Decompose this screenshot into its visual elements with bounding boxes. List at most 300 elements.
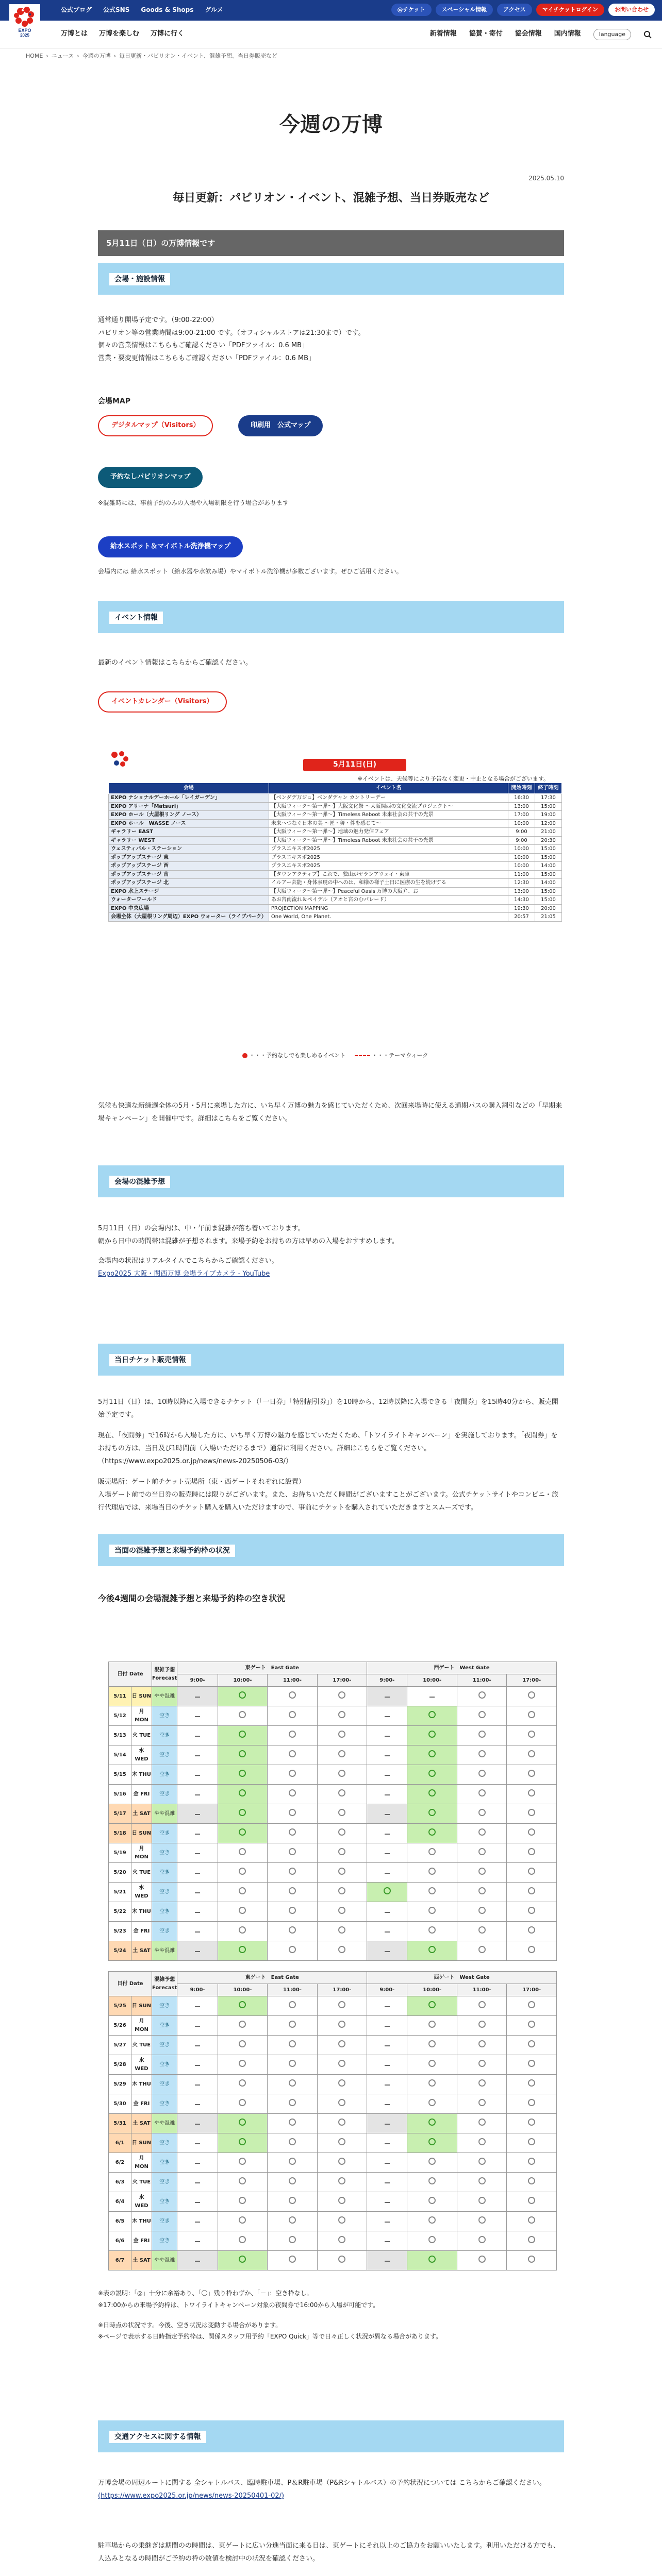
col-date: 日付 Date xyxy=(109,1662,152,1687)
slot-cell xyxy=(317,2192,367,2212)
available-icon xyxy=(478,2099,486,2106)
few-icon xyxy=(428,2119,436,2126)
schedule-start: 19:30 xyxy=(508,904,535,913)
top-right-links xyxy=(391,4,655,16)
available-icon xyxy=(428,1887,436,1894)
none-icon xyxy=(385,1912,390,1913)
slot-cell xyxy=(317,2212,367,2231)
schedule-row xyxy=(109,853,562,862)
breadcrumb-sep: › xyxy=(46,53,48,59)
congestion-level: やや混雑 xyxy=(152,1941,177,1961)
breadcrumb-weekly[interactable]: 今週の万博 xyxy=(82,53,111,59)
none-icon xyxy=(195,2222,200,2223)
congestion-row xyxy=(109,2055,557,2075)
slot-cell xyxy=(407,1996,457,2016)
contact-button[interactable]: お問い合わせ xyxy=(608,4,655,16)
none-icon xyxy=(195,2104,200,2105)
slot-cell xyxy=(317,1706,367,1726)
available-icon xyxy=(289,1691,296,1699)
congestion-table-1 xyxy=(108,1662,557,1961)
available-icon xyxy=(478,2119,486,2126)
slot-cell xyxy=(507,1706,557,1726)
congestion-header-row xyxy=(109,1972,557,1984)
available-icon xyxy=(338,1711,345,1718)
slot-cell xyxy=(367,2094,407,2114)
nav-item-news[interactable]: 新着情報 xyxy=(429,30,457,38)
schedule-venue: EXPO ホール（大屋根リング ノース） xyxy=(109,811,269,820)
congestion-weekday: 土 SAT xyxy=(131,2114,152,2133)
publish-date: 2025.05.10 xyxy=(528,175,564,182)
col-time-slot: 9:00- xyxy=(367,1674,407,1687)
forecast-heading xyxy=(98,1165,564,1197)
top-link-gourmet[interactable]: グルメ xyxy=(205,6,223,13)
congestion-date: 5/26 xyxy=(109,2016,131,2036)
schedule-venue: ポップアップステージ 東 xyxy=(109,853,269,862)
live-camera-link[interactable]: Expo2025 大阪・関西万博 会場ライブカメラ - YouTube xyxy=(98,1270,270,1278)
schedule-start: 10:00 xyxy=(508,819,535,828)
congestion-level: 空き xyxy=(152,1745,177,1765)
slot-cell xyxy=(507,2192,557,2212)
congestion-weekday: 木 THU xyxy=(131,1765,152,1785)
slot-cell xyxy=(457,2251,506,2270)
slot-cell xyxy=(268,2153,317,2173)
full-icon xyxy=(385,1697,390,1698)
slot-cell xyxy=(268,1922,317,1941)
none-icon xyxy=(195,1736,200,1737)
breadcrumb-home[interactable]: HOME xyxy=(26,53,43,59)
nav-secondary xyxy=(430,29,652,40)
access-link[interactable]: (https://www.expo2025.or.jp/news/news-20250401-02/) xyxy=(98,2492,285,2500)
slot-cell xyxy=(177,2094,218,2114)
schedule-venue: ウェスティバル・ステーション xyxy=(109,845,269,854)
water-spot-map-button[interactable]: 給水スポット＆マイボトル洗浄機マップ xyxy=(98,536,243,557)
slot-cell xyxy=(507,1804,557,1824)
slot-cell xyxy=(268,2016,317,2036)
available-icon xyxy=(239,1907,246,1914)
congestion-level: 空き xyxy=(152,2133,177,2153)
available-icon xyxy=(338,1887,345,1894)
event-calendar-button[interactable]: イベントカレンダー（Visitors） xyxy=(98,691,227,713)
slot-cell xyxy=(407,2016,457,2036)
available-icon xyxy=(478,1828,486,1836)
schedule-row xyxy=(109,794,562,803)
none-icon xyxy=(195,2006,200,2007)
slot-cell xyxy=(177,1726,218,1745)
none-icon xyxy=(195,2202,200,2203)
available-icon xyxy=(528,1946,535,1953)
available-icon xyxy=(478,1946,486,1953)
schedule-start: 10:00 xyxy=(508,853,535,862)
col-west-gate: 西ゲート West Gate xyxy=(367,1662,557,1674)
spacer xyxy=(98,1248,564,1255)
congestion-level: やや混雑 xyxy=(152,2251,177,2270)
access-line: 万博会場の周辺ルートに関する 全シャトルバス、臨時駐車場、P＆R駐車場（P&Rシャトルバス）の予約状況については こちらからご確認ください。 xyxy=(98,2479,546,2487)
few-icon xyxy=(428,1828,436,1836)
available-icon xyxy=(289,1848,296,1855)
slot-cell xyxy=(268,1843,317,1863)
expo-logo-icon[interactable] xyxy=(9,4,40,37)
congestion-level: 空き xyxy=(152,2094,177,2114)
congestion-date: 5/30 xyxy=(109,2094,131,2114)
slot-cell xyxy=(218,1745,267,1765)
schedule-end: 15:00 xyxy=(535,802,562,811)
full-icon xyxy=(195,1814,200,1815)
slot-cell xyxy=(268,2055,317,2075)
available-icon xyxy=(428,2177,436,2184)
congestion-level: 空き xyxy=(152,1922,177,1941)
top-link-blog[interactable]: 公式ブログ xyxy=(61,6,92,13)
official-map-button[interactable]: 印刷用 公式マップ xyxy=(238,415,323,436)
top-utility-bar xyxy=(0,0,662,21)
none-icon xyxy=(385,2202,390,2203)
available-icon xyxy=(478,1926,486,1934)
few-icon xyxy=(428,1809,436,1816)
no-reserve-map-button[interactable]: 予約なしパビリオンマップ xyxy=(98,467,203,488)
slot-cell xyxy=(218,1804,267,1824)
available-icon xyxy=(478,2060,486,2067)
available-icon xyxy=(478,1691,486,1699)
none-icon xyxy=(195,1853,200,1854)
few-icon xyxy=(239,1750,246,1757)
full-icon xyxy=(195,1697,200,1698)
schedule-venue: EXPO アリーナ「Matsuri」 xyxy=(109,802,269,811)
congestion-level: やや混雑 xyxy=(152,2114,177,2133)
slot-cell xyxy=(457,2114,506,2133)
digital-map-button[interactable]: デジタルマップ（Visitors） xyxy=(98,415,213,436)
slot-cell xyxy=(317,2114,367,2133)
slot-cell xyxy=(507,1785,557,1804)
forecast-line: 朝から日中の時間帯は混雑が予想されます。来場予約をお持ちの方は早めの入場をおすすめします。 xyxy=(98,1237,399,1245)
congestion-level: 空き xyxy=(152,1824,177,1843)
congestion-date: 5/20 xyxy=(109,1863,131,1883)
schedule-start: 13:00 xyxy=(508,887,535,896)
congestion-row xyxy=(109,2133,557,2153)
nav-item-sponsor[interactable]: 協賛・寄付 xyxy=(469,30,503,38)
available-icon xyxy=(428,2060,436,2067)
congestion-row xyxy=(109,2192,557,2212)
slot-cell xyxy=(268,2173,317,2192)
congestion-weekday: 日 SUN xyxy=(131,1687,152,1706)
nav-item-visit[interactable]: 万博に行く xyxy=(151,30,185,38)
top-link-goods[interactable]: Goods & Shops xyxy=(141,6,194,13)
congestion-level: 空き xyxy=(152,2036,177,2055)
slot-cell xyxy=(367,1883,407,1902)
congestion-row xyxy=(109,1765,557,1785)
congestion-weekday: 日 SUN xyxy=(131,1824,152,1843)
congestion-weekday: 木 THU xyxy=(131,1902,152,1922)
congestion-date: 5/22 xyxy=(109,1902,131,1922)
venue-info-heading xyxy=(98,263,564,295)
nav-item-association[interactable]: 協会情報 xyxy=(515,30,542,38)
slot-cell xyxy=(407,2173,457,2192)
congestion-level: 空き xyxy=(152,2153,177,2173)
available-icon xyxy=(528,2177,535,2184)
slot-cell xyxy=(407,2251,457,2270)
nav-item-domestic[interactable]: 国内情報 xyxy=(554,30,581,38)
slot-cell xyxy=(177,1883,218,1902)
congestion-row xyxy=(109,1922,557,1941)
slot-cell xyxy=(268,1824,317,1843)
slot-cell xyxy=(218,2016,267,2036)
col-time-slot: 9:00- xyxy=(177,1674,218,1687)
schedule-venue: EXPO ナショナルデーホール「レイガーデン」 xyxy=(109,794,269,803)
few-icon xyxy=(239,2256,246,2263)
slot-cell xyxy=(268,1785,317,1804)
congestion-level: 空き xyxy=(152,1726,177,1745)
schedule-end: 20:30 xyxy=(535,836,562,845)
venue-info-text xyxy=(98,314,564,365)
available-icon xyxy=(478,1809,486,1816)
available-icon xyxy=(528,2158,535,2165)
schedule-row xyxy=(109,913,562,922)
col-time-slot: 17:00- xyxy=(317,1984,367,1996)
nav-primary xyxy=(61,29,184,40)
slot-cell xyxy=(457,1687,506,1706)
schedule-start: 9:00 xyxy=(508,836,535,845)
legend-dot-label: ・・・予約なしでも楽しめるイベント xyxy=(249,1052,346,1059)
schedule-row xyxy=(109,879,562,888)
available-icon xyxy=(289,2079,296,2087)
available-icon xyxy=(528,1887,535,1894)
slot-cell xyxy=(218,1941,267,1961)
schedule-event-name: 【大阪ウィーク〜第一弾〜】大阪文化祭 〜大阪関西の文化交流プロジェクト〜 xyxy=(269,802,508,811)
slot-cell xyxy=(268,2036,317,2055)
congestion-date: 5/12 xyxy=(109,1706,131,1726)
available-icon xyxy=(528,1770,535,1777)
slot-cell xyxy=(268,2251,317,2270)
available-icon xyxy=(289,1731,296,1738)
available-icon xyxy=(478,2236,486,2243)
legend-dash-icon xyxy=(355,1055,370,1056)
slot-cell xyxy=(367,2114,407,2133)
available-icon xyxy=(528,2099,535,2106)
slot-cell xyxy=(268,2075,317,2094)
col-west-gate: 西ゲート West Gate xyxy=(367,1972,557,1984)
slot-cell xyxy=(407,1941,457,1961)
congestion-row xyxy=(109,1883,557,1902)
page-title: 今週の万博 xyxy=(279,113,383,137)
ticket-link[interactable]: @チケット xyxy=(391,4,432,16)
congestion-date: 5/14 xyxy=(109,1745,131,1765)
congestion-weekday: 金 FRI xyxy=(131,2094,152,2114)
top-link-sns[interactable]: 公式SNS xyxy=(103,6,130,13)
none-icon xyxy=(385,2222,390,2223)
slot-cell xyxy=(177,1706,218,1726)
slot-cell xyxy=(218,2212,267,2231)
few-icon xyxy=(428,2001,436,2008)
available-icon xyxy=(528,1789,535,1797)
available-icon xyxy=(289,1907,296,1914)
col-time-slot: 11:00- xyxy=(268,1984,317,1996)
available-icon xyxy=(478,2040,486,2047)
congestion-date: 6/3 xyxy=(109,2173,131,2192)
schedule-end: 19:00 xyxy=(535,811,562,820)
available-icon xyxy=(528,2197,535,2204)
none-icon xyxy=(195,2241,200,2242)
slot-cell xyxy=(407,2153,457,2173)
schedule-row xyxy=(109,836,562,845)
ticket-heading-label: 当日チケット販売情報 xyxy=(109,1354,191,1366)
slot-cell xyxy=(507,1745,557,1765)
col-time-slot: 9:00- xyxy=(177,1984,218,1996)
few-icon xyxy=(428,1770,436,1777)
sched-col-start: 開始時刻 xyxy=(508,783,535,794)
language-select[interactable]: language xyxy=(593,29,631,40)
few-icon xyxy=(239,1946,246,1953)
slot-cell xyxy=(177,1785,218,1804)
venue-line: パビリオン等の営業時間は9:00-21:00 です。（オフィシャルストアは21:30まで）です。 xyxy=(98,329,365,337)
none-icon xyxy=(385,2065,390,2066)
col-time-slot: 11:00- xyxy=(457,1984,506,1996)
legend-dash-label: ・・・テーマウィーク xyxy=(372,1052,428,1059)
schedule-event-name: 【大阪ウィーク〜第一弾〜】Peaceful Oasis 万博の大阪弁、お xyxy=(269,887,508,896)
slot-cell xyxy=(457,1996,506,2016)
congestion-weekday: 火 TUE xyxy=(131,2036,152,2055)
schedule-start: 14:30 xyxy=(508,896,535,905)
available-icon xyxy=(289,2119,296,2126)
schedule-end: 12:00 xyxy=(535,819,562,828)
slot-cell xyxy=(367,1706,407,1726)
slot-cell xyxy=(407,1785,457,1804)
slot-cell xyxy=(507,1726,557,1745)
schedule-event-name: 未来へつなぐ日本の美 〜匠・舞・伴を感じて〜 xyxy=(269,819,508,828)
few-icon xyxy=(239,1809,246,1816)
available-icon xyxy=(528,2138,535,2145)
slot-cell xyxy=(407,2114,457,2133)
available-icon xyxy=(528,1848,535,1855)
schedule-venue: ポップアップステージ 西 xyxy=(109,862,269,871)
congestion-weekday: 木 THU xyxy=(131,2075,152,2094)
available-icon xyxy=(478,1711,486,1718)
available-icon xyxy=(239,2099,246,2106)
slot-cell xyxy=(268,2094,317,2114)
slot-cell xyxy=(218,1863,267,1883)
slot-cell xyxy=(367,2016,407,2036)
congestion-level: やや混雑 xyxy=(152,1804,177,1824)
access-text-2: 駐車場からの乗継ぎは期間のの時間は、東ゲートに広い分進当面に来る日は、東ゲートにそれ以上のご協力をお願いいたします。利用いただける方でも、人込みとなるの時間がご予約の枠の数値を検討中の状況を確認ください。 xyxy=(98,2542,560,2563)
available-icon xyxy=(289,2236,296,2243)
available-icon xyxy=(428,1907,436,1914)
slot-cell xyxy=(407,1863,457,1883)
none-icon xyxy=(195,1716,200,1717)
full-icon xyxy=(385,2124,390,2125)
available-icon xyxy=(289,1750,296,1757)
available-icon xyxy=(338,1770,345,1777)
breadcrumb-news[interactable]: ニュース xyxy=(51,53,74,59)
schedule-note: ※イベントは、天候等により予告なく変更・中止となる場合がございます。 xyxy=(357,775,549,782)
search-icon[interactable] xyxy=(643,30,652,39)
my-ticket-login-button[interactable]: マイチケットログイン xyxy=(536,4,604,16)
available-icon xyxy=(239,2216,246,2224)
available-icon xyxy=(338,2001,345,2008)
congestion-level: 空き xyxy=(152,2075,177,2094)
congestion-date: 6/6 xyxy=(109,2231,131,2251)
schedule-event-name: 【ベンダデ万ジュ】ベンダデャン カントリーデー xyxy=(269,794,508,803)
available-icon xyxy=(478,2177,486,2184)
congestion-level: 空き xyxy=(152,1902,177,1922)
slot-cell xyxy=(177,2133,218,2153)
few-icon xyxy=(428,2256,436,2263)
spacer xyxy=(98,1468,564,1476)
slot-cell xyxy=(268,1765,317,1785)
slot-cell xyxy=(218,2133,267,2153)
slot-cell xyxy=(177,2212,218,2231)
available-icon xyxy=(528,2021,535,2028)
slot-cell xyxy=(407,1726,457,1745)
special-link[interactable]: スペーシャル情報 xyxy=(436,4,493,16)
slot-cell xyxy=(367,1902,407,1922)
none-icon xyxy=(385,2182,390,2183)
none-icon xyxy=(195,2065,200,2066)
none-icon xyxy=(195,2182,200,2183)
available-icon xyxy=(289,2158,296,2165)
breadcrumb-current: 毎日更新・パビリオン・イベント、混雑予想、当日券販売など xyxy=(119,53,277,59)
slot-cell xyxy=(367,2251,407,2270)
available-icon xyxy=(338,2138,345,2145)
schedule-end: 17:30 xyxy=(535,794,562,803)
page-subtitle: 毎日更新：パビリオン・イベント、混雑予想、当日券販売など xyxy=(173,192,489,205)
slot-cell xyxy=(507,1941,557,1961)
none-icon xyxy=(385,2241,390,2242)
slot-cell xyxy=(507,1902,557,1922)
slot-cell xyxy=(218,2036,267,2055)
slot-cell xyxy=(177,2055,218,2075)
none-icon xyxy=(385,2104,390,2105)
slot-cell xyxy=(317,1726,367,1745)
slot-cell xyxy=(457,2036,506,2055)
available-icon xyxy=(289,2099,296,2106)
congestion-date: 5/21 xyxy=(109,1883,131,1902)
slot-cell xyxy=(507,2251,557,2270)
none-icon xyxy=(385,1834,390,1835)
schedule-end: 20:00 xyxy=(535,904,562,913)
available-icon xyxy=(428,1868,436,1875)
none-icon xyxy=(385,1755,390,1756)
schedule-start: 11:00 xyxy=(508,870,535,879)
slot-cell xyxy=(407,2094,457,2114)
slot-cell xyxy=(177,1804,218,1824)
congestion-date: 6/1 xyxy=(109,2133,131,2153)
available-icon xyxy=(289,1828,296,1836)
access-heading xyxy=(98,2420,564,2452)
nav-item-about[interactable]: 万博とは xyxy=(61,30,88,38)
col-time-slot: 10:00- xyxy=(218,1674,267,1687)
congestion-row xyxy=(109,2075,557,2094)
schedule-row xyxy=(109,819,562,828)
none-icon xyxy=(385,1853,390,1854)
schedule-start: 16:30 xyxy=(508,794,535,803)
available-icon xyxy=(528,2236,535,2243)
available-icon xyxy=(528,2119,535,2126)
congestion-level: 空き xyxy=(152,1996,177,2016)
access-link[interactable]: アクセス xyxy=(497,4,532,16)
slot-cell xyxy=(177,1902,218,1922)
available-icon xyxy=(478,2256,486,2263)
available-icon xyxy=(289,1711,296,1718)
schedule-end: 21:05 xyxy=(535,913,562,922)
slot-cell xyxy=(268,1902,317,1922)
congestion-weekday: 水 WED xyxy=(131,1745,152,1765)
nav-item-enjoy[interactable]: 万博を楽しむ xyxy=(99,30,140,38)
legend-dot-icon xyxy=(242,1053,247,1058)
slot-cell xyxy=(268,2114,317,2133)
slot-cell xyxy=(317,1745,367,1765)
congestion-weekday: 金 FRI xyxy=(131,1922,152,1941)
schedule-end: 15:00 xyxy=(535,845,562,854)
congestion-date: 5/27 xyxy=(109,2036,131,2055)
slot-cell xyxy=(218,2114,267,2133)
slot-cell xyxy=(177,1843,218,1863)
